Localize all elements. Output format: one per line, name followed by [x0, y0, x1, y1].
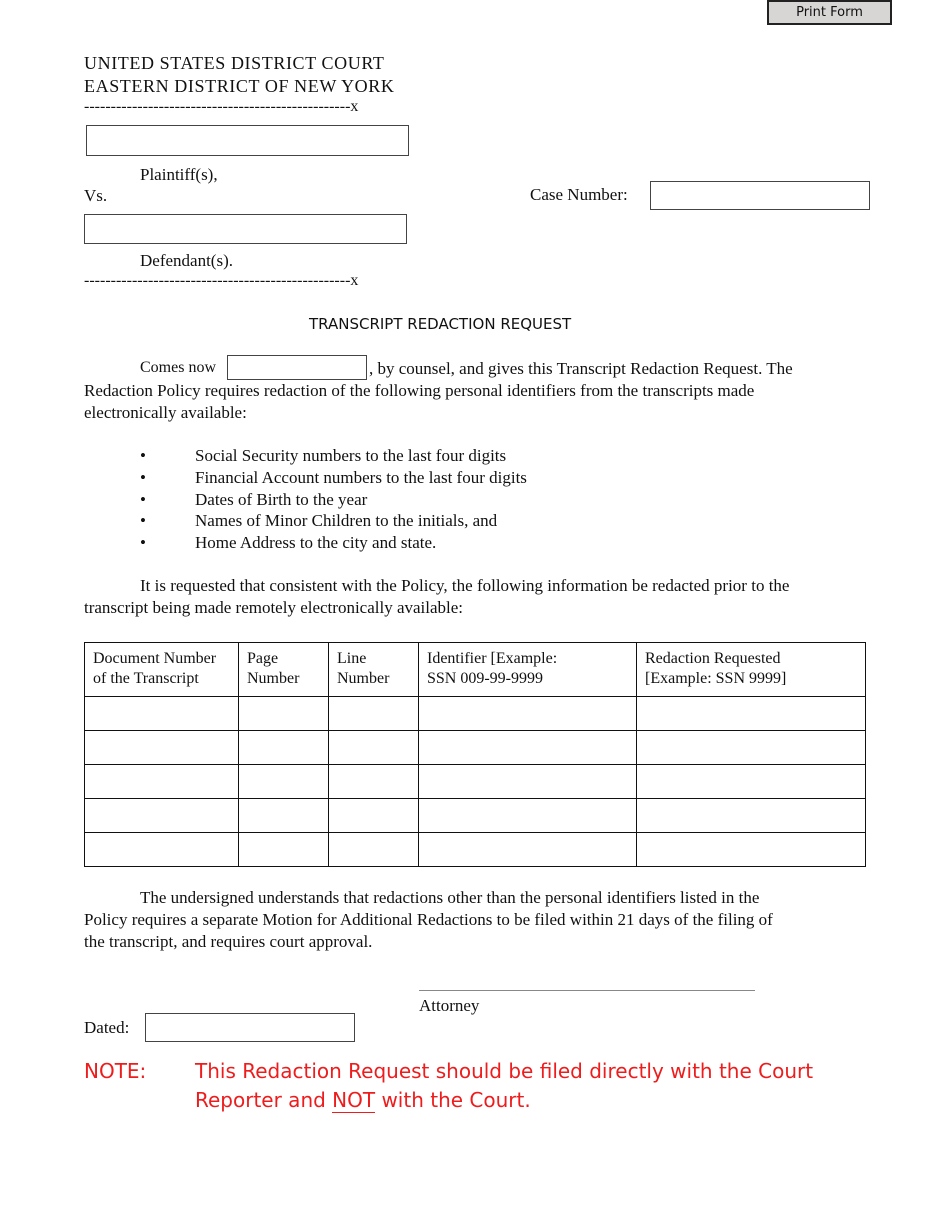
table-cell[interactable]: [85, 731, 239, 765]
bullet: •: [140, 446, 146, 465]
table-cell[interactable]: [85, 697, 239, 731]
header-line-number: Line Number: [329, 643, 419, 697]
list-item: Dates of Birth to the year: [195, 490, 368, 509]
intro-prefix: Comes now: [140, 359, 216, 376]
undersigned-line2: Policy requires a separate Motion for Additional Redactions to be filed within 21 days of the filing of: [84, 910, 773, 929]
court-name: UNITED STATES DISTRICT COURT: [84, 53, 385, 73]
table-cell[interactable]: [637, 833, 866, 867]
table-cell[interactable]: [329, 765, 419, 799]
bullet: •: [140, 490, 146, 509]
bullet: •: [140, 511, 146, 530]
note-line1: This Redaction Request should be filed directly with the Court: [195, 1059, 814, 1083]
table-row: [85, 731, 866, 765]
caption-divider-bottom: --------------------------------------------------x: [84, 272, 359, 289]
table-cell[interactable]: [239, 765, 329, 799]
intro-suffix: , by counsel, and gives this Transcript Redaction Request. The: [369, 359, 793, 378]
table-cell[interactable]: [419, 697, 637, 731]
attorney-label: Attorney: [419, 996, 480, 1015]
table-cell[interactable]: [419, 731, 637, 765]
table-cell[interactable]: [85, 765, 239, 799]
list-item: Social Security numbers to the last four digits: [195, 446, 507, 465]
print-form-button[interactable]: Print Form: [767, 0, 892, 25]
header-redaction-requested: Redaction Requested [Example: SSN 9999]: [637, 643, 866, 697]
plaintiff-label: Plaintiff(s),: [140, 165, 218, 184]
table-cell[interactable]: [329, 799, 419, 833]
dated-label: Dated:: [84, 1018, 130, 1037]
table-cell[interactable]: [239, 697, 329, 731]
undersigned-line3: the transcript, and requires court approval.: [84, 932, 373, 951]
table-cell[interactable]: [329, 833, 419, 867]
list-item: Home Address to the city and state.: [195, 533, 437, 552]
table-cell[interactable]: [239, 799, 329, 833]
signature-line: [419, 990, 755, 991]
list-item: Financial Account numbers to the last four digits: [195, 468, 527, 487]
note-line2: Reporter and NOT with the Court.: [195, 1088, 531, 1112]
plaintiff-input[interactable]: [86, 125, 409, 156]
court-district: EASTERN DISTRICT OF NEW YORK: [84, 76, 395, 96]
table-cell[interactable]: [85, 833, 239, 867]
table-cell[interactable]: [637, 697, 866, 731]
bullet: •: [140, 468, 146, 487]
form-title: TRANSCRIPT REDACTION REQUEST: [309, 315, 572, 333]
table-cell[interactable]: [637, 765, 866, 799]
intro-line3: electronically available:: [84, 403, 247, 422]
table-cell[interactable]: [329, 731, 419, 765]
header-page-number: Page Number: [239, 643, 329, 697]
note-label: NOTE:: [84, 1059, 147, 1083]
bullet: •: [140, 533, 146, 552]
request-line1: It is requested that consistent with the Policy, the following information be redacted prior to the: [140, 576, 790, 595]
table-cell[interactable]: [85, 799, 239, 833]
table-row: [85, 833, 866, 867]
table-cell[interactable]: [419, 833, 637, 867]
undersigned-line1: The undersigned understands that redactions other than the personal identifiers listed in the: [140, 888, 760, 907]
case-number-input[interactable]: [650, 181, 870, 210]
table-cell[interactable]: [419, 799, 637, 833]
header-identifier: Identifier [Example: SSN 009-99-9999: [419, 643, 637, 697]
intro-line2: Redaction Policy requires redaction of the following personal identifiers from the transcripts made: [84, 381, 755, 400]
redaction-table: [84, 642, 866, 867]
table-cell[interactable]: [637, 799, 866, 833]
note-not-emphasis: NOT: [332, 1088, 376, 1112]
table-row: [85, 765, 866, 799]
table-row: [85, 799, 866, 833]
table-cell[interactable]: [637, 731, 866, 765]
table-cell[interactable]: [239, 833, 329, 867]
table-header-row: [85, 643, 866, 697]
list-item: Names of Minor Children to the initials, and: [195, 511, 498, 530]
caption-divider-top: --------------------------------------------------x: [84, 98, 359, 115]
header-document-number: Document Number of the Transcript: [85, 643, 239, 697]
table-row: [85, 697, 866, 731]
request-line2: transcript being made remotely electronically available:: [84, 598, 464, 617]
defendant-label: Defendant(s).: [140, 251, 233, 270]
table-cell[interactable]: [419, 765, 637, 799]
vs-label: Vs.: [84, 186, 108, 205]
table-cell[interactable]: [239, 731, 329, 765]
case-number-label: Case Number:: [530, 185, 628, 204]
dated-input[interactable]: [145, 1013, 355, 1042]
defendant-input[interactable]: [84, 214, 407, 244]
table-cell[interactable]: [329, 697, 419, 731]
party-name-input[interactable]: [227, 355, 367, 380]
